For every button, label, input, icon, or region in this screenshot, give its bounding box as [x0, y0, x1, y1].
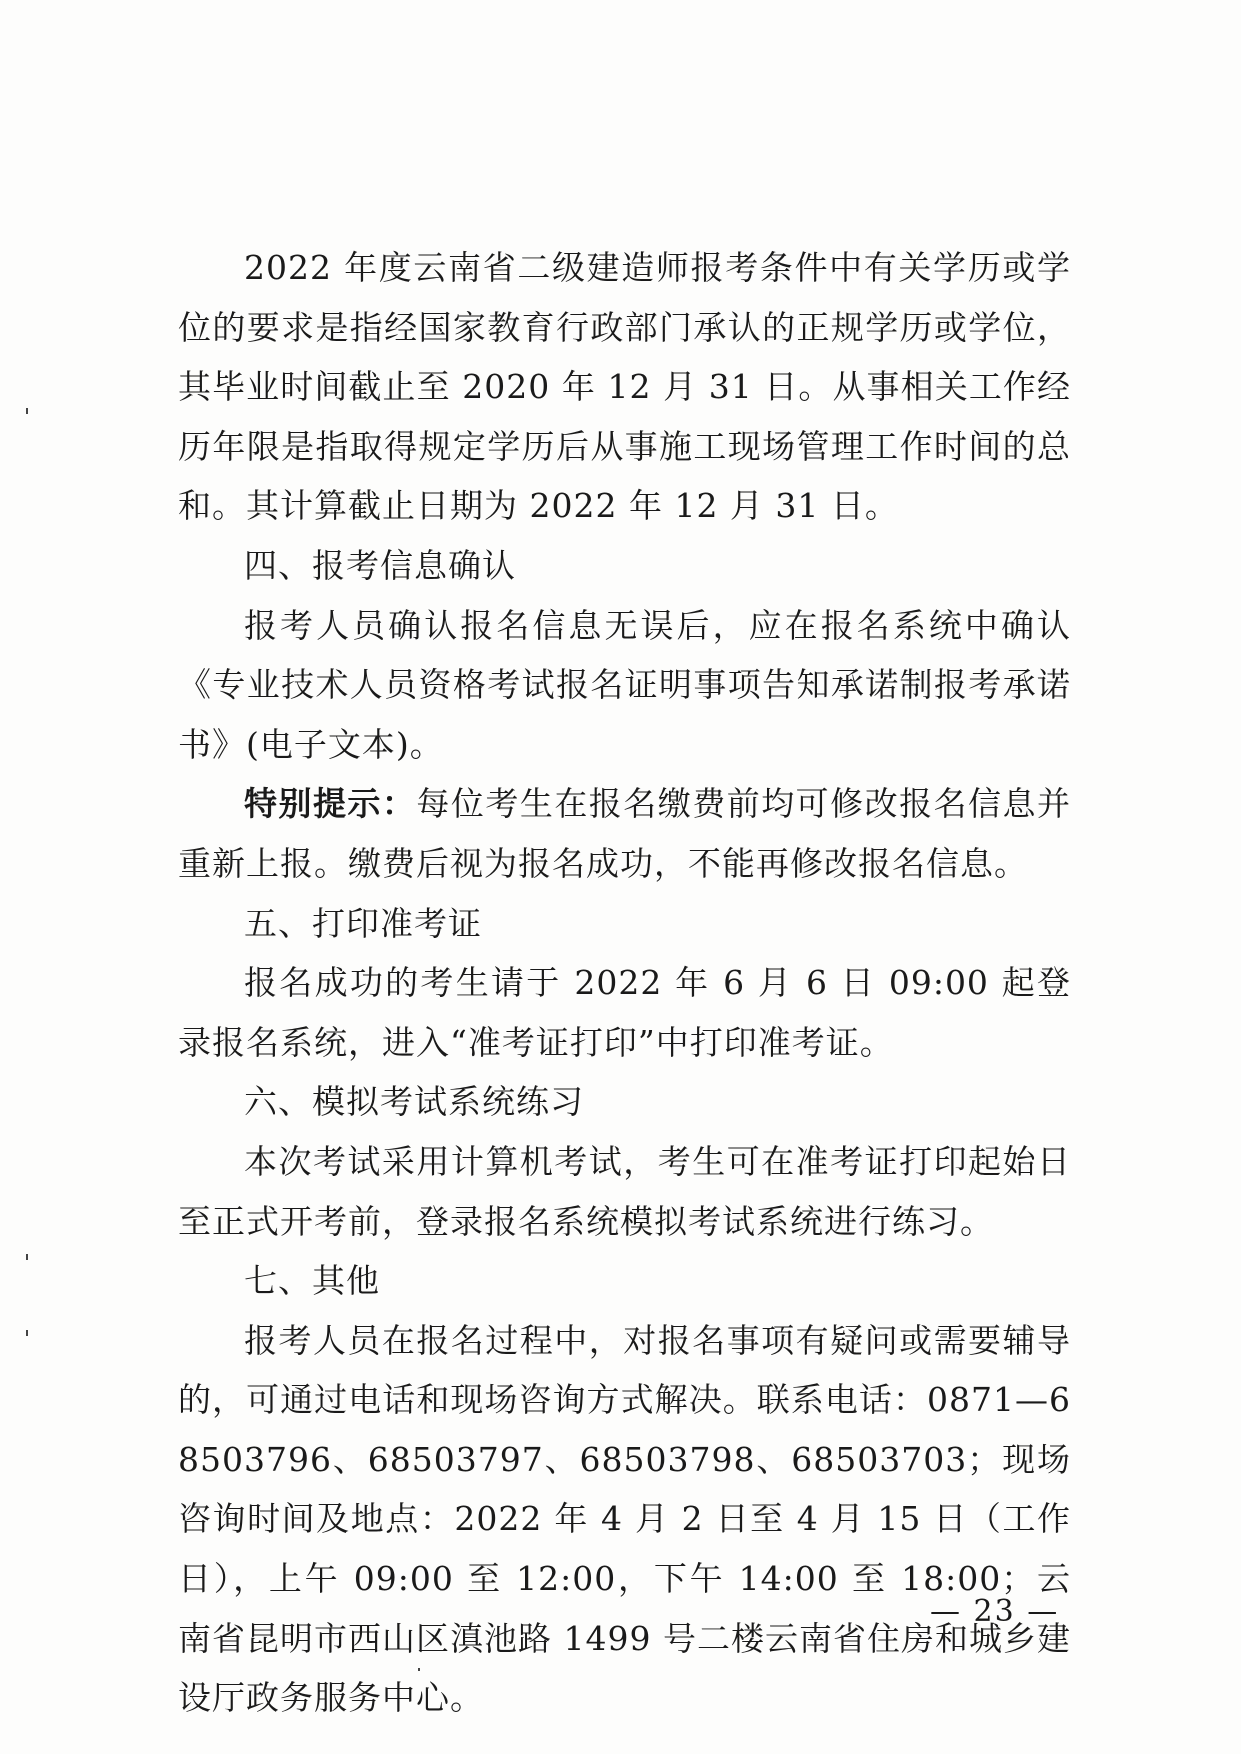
paragraph-mock-exam: 本次考试采用计算机考试，考生可在准考证打印起始日至正式开考前，登录报名系统模拟考试系统进行练习。 — [178, 1141, 1071, 1241]
scan-speck — [26, 1330, 28, 1336]
paragraph-print-admission: 报名成功的考生请于 2022 年 6 月 6 日 09:00 起登录报名系统，进入“准考证打印”中打印准考证。 — [178, 963, 1071, 1062]
paragraph-contact-info: 报考人员在报名过程中，对报名事项有疑问或需要辅导的，可通过电话和现场咨询方式解决。联系电话：0871—68503796、68503797、68503798、68503703；现场咨询时间及地点：2022 年 4 月 2 日至 4 月 15 日（工作日），上午 09:00 至 12:00，下午 14:00 至 18:00；云南省昆明市西山区滇池路 1499 号二楼云南省住房和城乡建设厅政务服务中心。 — [178, 1320, 1071, 1718]
scan-speck — [26, 1254, 28, 1260]
heading-mock-exam: 六、模拟考试系统练习 — [244, 1082, 584, 1122]
heading-info-confirmation: 四、报考信息确认 — [244, 545, 516, 585]
paragraph-confirm-commitment: 报考人员确认报名信息无误后，应在报名系统中确认《专业技术人员资格考试报名证明事项告知承诺制报考承诺书》(电子文本)。 — [178, 605, 1071, 764]
scan-speck — [26, 408, 28, 414]
special-notice-label: 特别提示： — [244, 784, 417, 824]
special-notice-text: 每位考生在报名缴费前均可修改报名信息并重新上报。缴费后视为报名成功，不能再修改报名信息。 — [178, 784, 1072, 883]
heading-print-admission: 五、打印准考证 — [244, 903, 482, 943]
scan-speck — [418, 1668, 420, 1671]
document-body — [178, 238, 1071, 1728]
heading-other: 七、其他 — [244, 1261, 380, 1301]
page-number: — 23 — — [930, 1594, 1060, 1629]
paragraph-education-requirements: 2022 年度云南省二级建造师报考条件中有关学历或学位的要求是指经国家教育行政部门承认的正规学历或学位，其毕业时间截止至 2020 年 12 月 31 日。从事相关工作经历年限是指取得规定学历后从事施工现场管理工作时间的总和。其计算截止日期为 2022 年 12 月 31 日。 — [178, 248, 1071, 526]
paragraph-special-notice — [178, 774, 1071, 893]
